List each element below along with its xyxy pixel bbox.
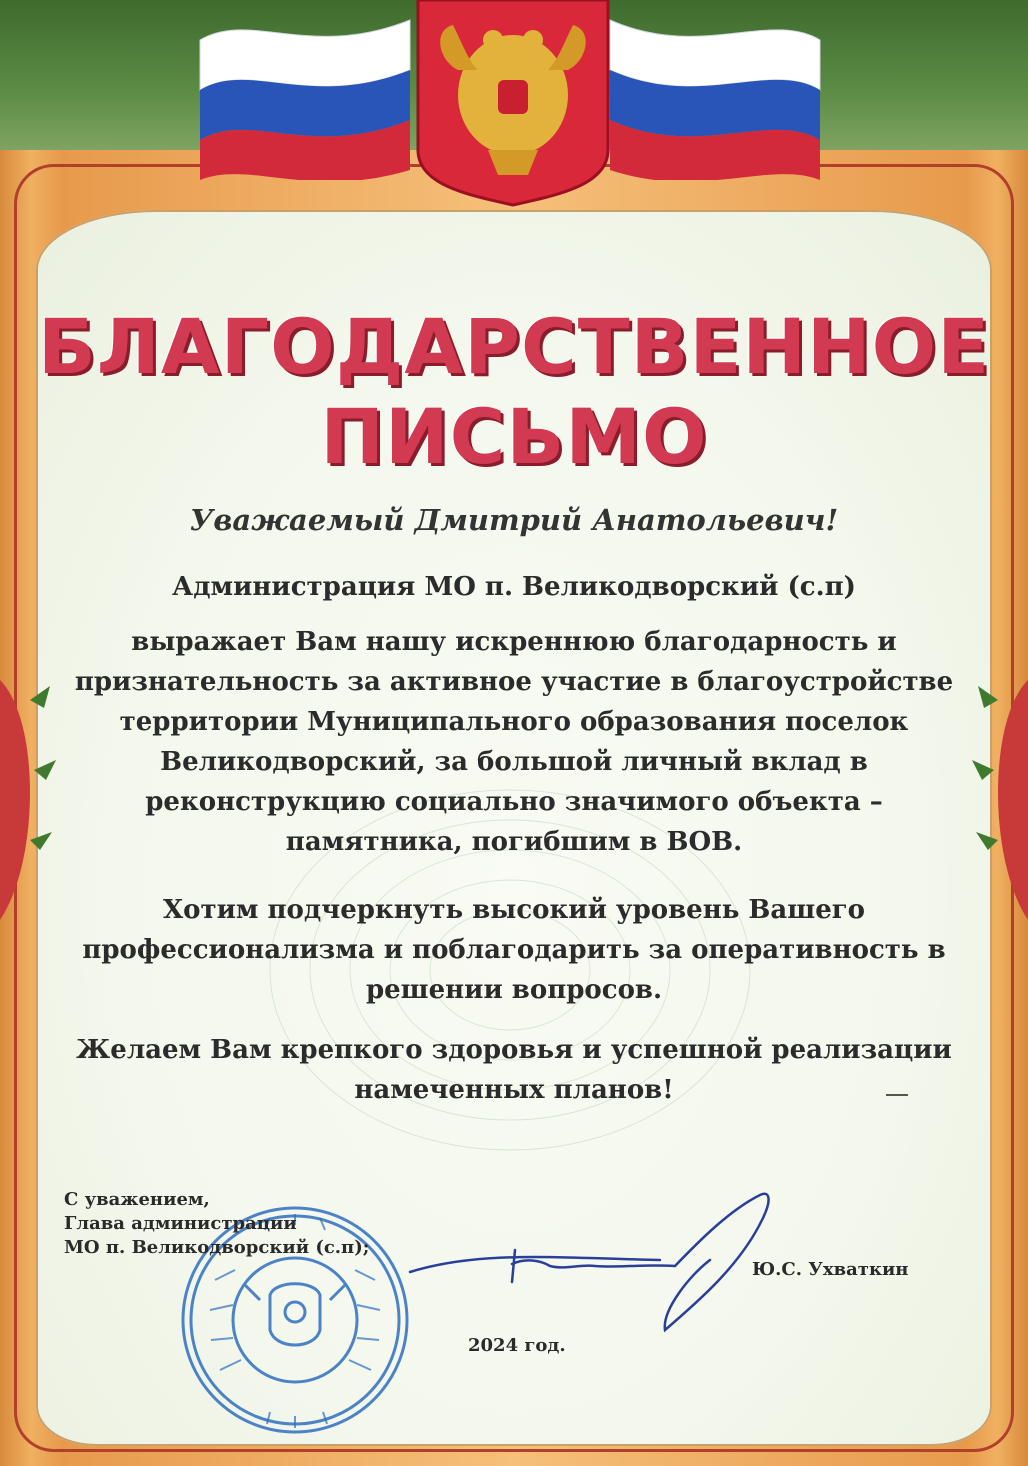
year-label: 2024 год. [468,1335,566,1356]
russian-flag-right-icon [600,0,830,180]
title-line-1: БЛАГОДАРСТВЕННОЕ [37,302,991,391]
text-line: территории Муниципального образования поселок [119,707,909,737]
salutation: Уважаемый Дмитрий Анатольевич! [189,503,839,537]
laurel-branch-left-icon [0,660,60,960]
text-line: реконструкцию социально значимого объекта – [145,787,883,817]
closing-line: С уважением, [64,1189,210,1210]
organization-short-line: МО п. Великодворский (с.п); [64,1237,370,1258]
signature-block [64,1188,369,1260]
title-line-2: ПИСЬМО [320,392,708,481]
decorative-dash [886,1094,908,1096]
paragraph-professionalism [60,890,968,1010]
text-line: Желаем Вам крепкого здоровья и успешной реализации [76,1035,952,1065]
organization-line: Администрация МО п. Великодворский (с.п) [172,572,856,602]
text-line: признательность за активное участие в благоустройстве [74,667,954,697]
text-line: памятника, погибшим в ВОВ. [285,827,743,857]
paragraph-wishes [60,1030,968,1110]
paragraph-gratitude [60,622,968,862]
text-line: выражает Вам нашу искреннюю благодарность и [131,627,897,657]
signer-name: Ю.С. Ухваткин [752,1259,909,1280]
text-line: Хотим подчеркнуть высокий уровень Вашего [162,895,866,925]
laurel-branch-right-icon [968,660,1028,960]
position-line: Глава администрации [64,1213,297,1234]
text-line: профессионализма и поблагодарить за оперативность в [82,935,946,965]
text-line: Великодворский, за большой личный вклад в [160,747,868,777]
russian-coat-of-arms-icon [408,0,618,210]
text-line: решении вопросов. [365,975,663,1005]
russian-flag-left-icon [190,0,420,180]
text-line: намеченных планов! [354,1075,674,1105]
